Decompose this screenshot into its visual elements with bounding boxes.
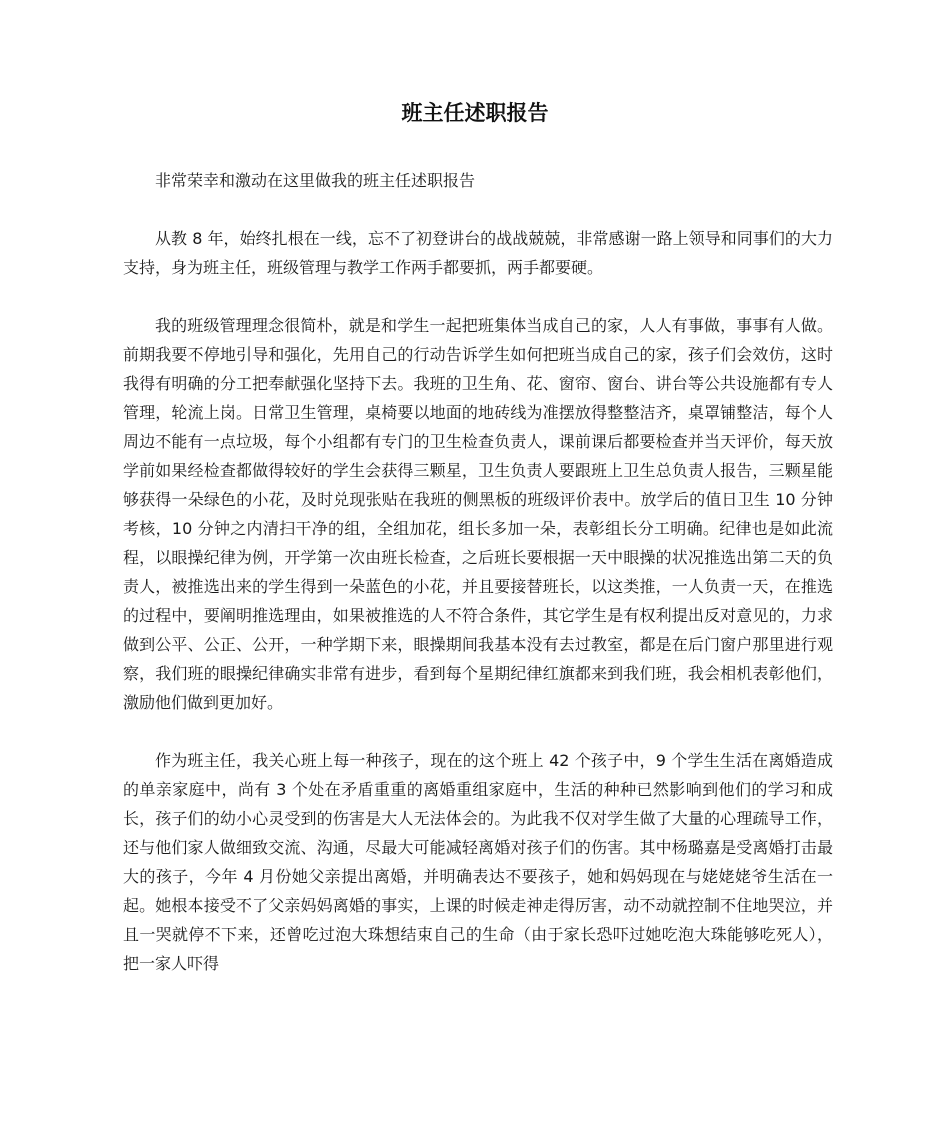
paragraph-caring-students: 作为班主任，我关心班上每一种孩子，现在的这个班上 42 个孩子中，9 个学生生活在离婚造成的单亲家庭中，尚有 3 个处在矛盾重重的离婚重组家庭中，生活的种种已然影响到他们的学习和成长，孩子们的幼小心灵受到的伤害是大人无法体会的。为此我不仅对学生做了大量的心理疏导工作，还与他们家人做细致交流、沟通，尽最大可能减轻离婚对孩子们的伤害。其中杨璐嘉是受离婚打击最大的孩子，今年 4 月份她父亲提出离婚，并明确表达不要孩子，她和妈妈现在与姥姥姥爷生活在一起。她根本接受不了父亲妈妈离婚的事实，上课的时候走神走得厉害，动不动就控制不住地哭泣，并且一哭就停不下来，还曾吃过泡大珠想结束自己的生命（由于家长恐吓过她吃泡大珠能够吃死人），把一家人吓得 [123, 751, 833, 973]
document-title: 班主任述职报告 [401, 101, 549, 125]
document-body [123, 166, 833, 1007]
paragraph-intro: 非常荣幸和激动在这里做我的班主任述职报告 [155, 171, 476, 190]
paragraph-teaching-years: 从教 8 年，始终扎根在一线，忘不了初登讲台的战战兢兢，非常感谢一路上领导和同事们的大力支持，身为班主任，班级管理与教学工作两手都要抓，两手都要硬。 [123, 229, 833, 277]
paragraph-class-management: 我的班级管理理念很简朴，就是和学生一起把班集体当成自己的家，人人有事做，事事有人做。前期我要不停地引导和强化，先用自己的行动告诉学生如何把班当成自己的家，孩子们会效仿，这时我得有明确的分工把奉献强化坚持下去。我班的卫生角、花、窗帘、窗台、讲台等公共设施都有专人管理，轮流上岗。日常卫生管理，桌椅要以地面的地砖线为准摆放得整整洁齐，桌罩铺整洁，每个人周边不能有一点垃圾，每个小组都有专门的卫生检查负责人，课前课后都要检查并当天评价，每天放学前如果经检查都做得较好的学生会获得三颗星，卫生负责人要跟班上卫生总负责人报告，三颗星能够获得一朵绿色的小花，及时兑现张贴在我班的侧黑板的班级评价表中。放学后的值日卫生 10 分钟考核，10 分钟之内清扫干净的组，全组加花，组长多加一朵，表彰组长分工明确。纪律也是如此流程，以眼操纪律为例，开学第一次由班长检查，之后班长要根据一天中眼操的状况推选出第二天的负责人，被推选出来的学生得到一朵蓝色的小花，并且要接替班长，以这类推，一人负责一天，在推选的过程中，要阐明推选理由，如果被推选的人不符合条件，其它学生是有权利提出反对意见的，力求做到公平、公正、公开，一种学期下来，眼操期间我基本没有去过教室，都是在后门窗户那里进行观察，我们班的眼操纪律确实非常有进步，看到每个星期纪律红旗都来到我们班，我会相机表彰他们，激励他们做到更加好。 [123, 316, 833, 712]
